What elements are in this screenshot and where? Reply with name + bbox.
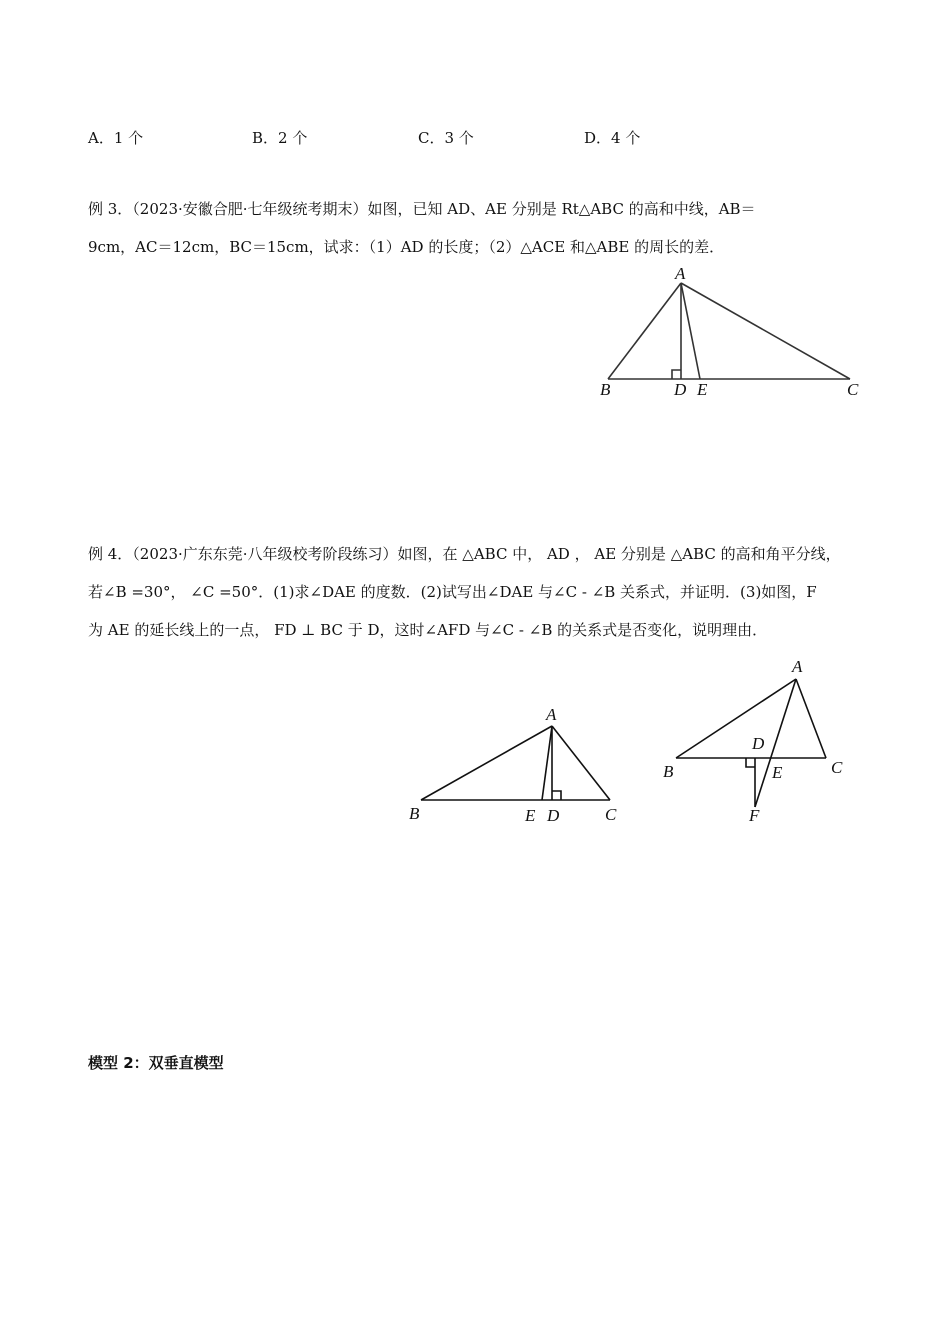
ex3-side-ab [608,283,681,379]
ex4f1-side-ab [421,726,552,800]
ex4f2-label-b: B [663,762,674,781]
ex4f1-label-b: B [409,804,420,823]
ex4f1-label-e: E [525,806,536,825]
ex4f2-label-d: D [752,734,765,753]
model2-title: 模型 2：双垂直模型 [88,1054,224,1072]
ex3-label-a: A [675,264,686,283]
example3-line1: 例 3．（2023·安徽合肥·七年级统考期末）如图，已知 AD、AE 分别是 Rt△ABC 的高和中线，AB＝ [88,200,756,218]
option-b: B．2 个 [252,129,308,147]
example3-line2: 9cm，AC＝12cm，BC＝15cm，试求：（1）AD 的长度；（2）△ACE 和△ABE 的周长的差． [88,238,725,256]
example4-line1: 例 4．（2023·广东东莞·八年级校考阶段练习）如图，在 △ABC 中， AD ， AE 分别是 △ABC 的高和角平分线， [88,545,841,563]
ex4f1-right-angle-mark [552,791,561,800]
ex4f2-label-e: E [772,763,783,782]
example4-line3: 为 AE 的延长线上的一点， FD ⊥ BC 于 D，这时∠AFD 与∠C - ∠B 的关系式是否变化，说明理由． [88,621,768,639]
ex4f2-label-a: A [792,657,803,676]
example4-figure2 [655,650,870,830]
ex3-median-ae [681,283,700,379]
ex4f2-label-f: F [749,806,760,825]
ex3-side-ac [681,283,850,379]
option-c: C．3 个 [418,129,474,147]
example4-line2: 若∠B =30°， ∠C =50°．(1)求∠DAE 的度数．(2)试写出∠DAE 与∠C - ∠B 关系式，并证明．(3)如图，F [88,583,817,601]
example4-figure1 [405,700,635,835]
ex3-label-b: B [600,380,611,399]
ex3-label-e: E [697,380,708,399]
ex4f2-side-ab [676,679,796,758]
ex4f2-side-ac [796,679,826,758]
ex3-right-angle-mark [672,370,681,379]
ex4f1-bisector-ae [542,726,552,800]
ex4f2-label-c: C [831,758,843,777]
ex3-label-c: C [847,380,859,399]
ex3-label-d: D [674,380,687,399]
example3-figure [590,262,880,407]
ex4f2-right-angle-mark [746,758,755,767]
ex4f1-label-a: A [546,705,557,724]
ex4f1-side-ac [552,726,610,800]
option-d: D．4 个 [584,129,641,147]
ex4f1-label-d: D [547,806,560,825]
option-a: A．1 个 [88,129,144,147]
ex4f1-label-c: C [605,805,617,824]
